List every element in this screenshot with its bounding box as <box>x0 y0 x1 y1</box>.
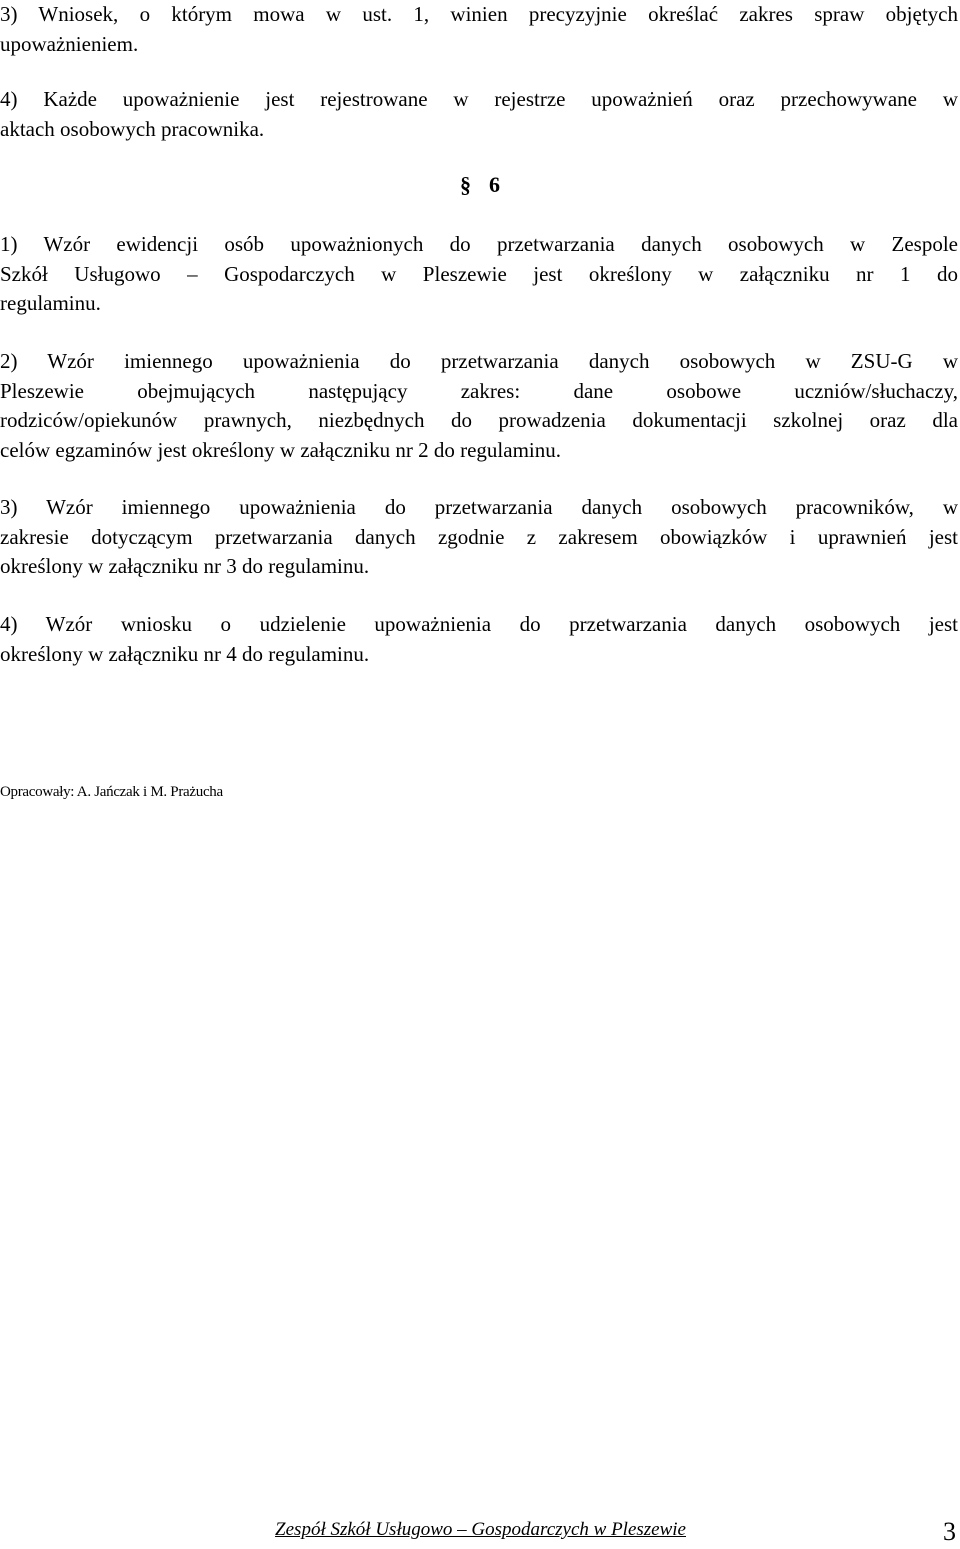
text-line: upoważnieniem. <box>0 31 139 56</box>
item-paragraph-3 <box>0 493 958 582</box>
section-number: 6 <box>489 172 500 197</box>
text-line: 1) Wzór ewidencji osób upoważnionych do przetwarzania danych osobowych w Zespole <box>0 232 958 256</box>
text-line: zakresie dotyczącym przetwarzania danych zgodnie z zakresem obowiązków i uprawnień jest <box>0 524 958 549</box>
text-line: Szkół Usługowo – Gospodarczych w Pleszewie jest określony w załączniku nr 1 do <box>0 261 958 286</box>
item-paragraph-4 <box>0 610 958 669</box>
text-line: celów egzaminów jest określony w załączniku nr 2 do regulaminu. <box>0 437 561 462</box>
text-line: Pleszewie obejmujących następujący zakres: dane osobowe uczniów/słuchaczy, <box>0 378 958 403</box>
page-number: 3 <box>943 1517 956 1546</box>
text-line: określony w załączniku nr 4 do regulaminu. <box>0 641 370 666</box>
section-sign: § <box>460 172 471 197</box>
page-footer <box>0 1519 960 1549</box>
text-line: rodziców/opiekunów prawnych, niezbędnych do prowadzenia dokumentacji szkolnej oraz dla <box>0 408 958 432</box>
intro-paragraph-4 <box>0 85 958 144</box>
section-heading <box>0 172 960 198</box>
item-paragraph-2 <box>0 347 958 465</box>
intro-paragraph-3 <box>0 0 958 59</box>
text-line: regulaminu. <box>0 291 101 315</box>
text-line: określony w załączniku nr 3 do regulaminu. <box>0 554 370 578</box>
credits: Opracowały: A. Jańczak i M. Prażucha <box>0 784 223 800</box>
text-line: aktach osobowych pracownika. <box>0 116 265 141</box>
footer-school-name: Zespół Szkół Usługowo – Gospodarczych w Pleszewie <box>275 1519 686 1540</box>
text-line: 2) Wzór imiennego upoważnienia do przetwarzania danych osobowych w ZSU-G w <box>0 349 958 373</box>
text-line: 3) Wzór imiennego upoważnienia do przetwarzania danych osobowych pracowników, w <box>0 495 958 519</box>
text-line: 4) Wzór wniosku o udzielenie upoważnienia do przetwarzania danych osobowych jest <box>0 612 958 636</box>
text-line: 3) Wniosek, o którym mowa w ust. 1, winien precyzyjnie określać zakres spraw objętych <box>0 2 958 26</box>
item-paragraph-1 <box>0 230 958 319</box>
text-line: 4) Każde upoważnienie jest rejestrowane w rejestrze upoważnień oraz przechowywane w <box>0 87 958 111</box>
